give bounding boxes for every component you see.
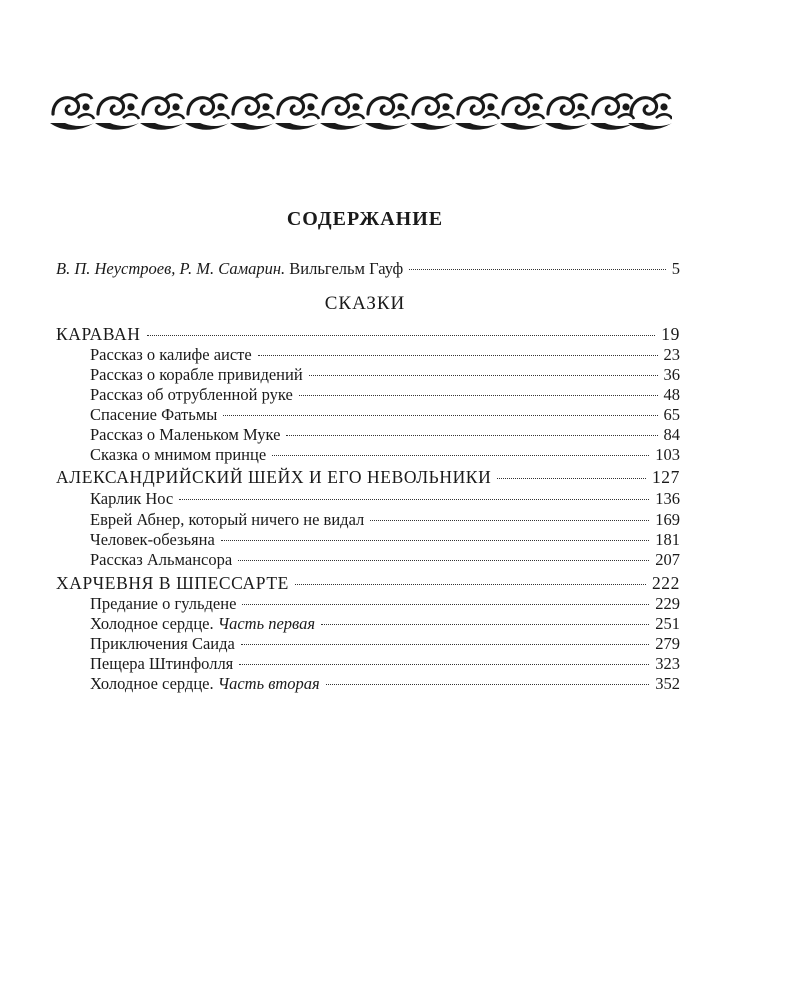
section-title: СКАЗКИ (324, 293, 406, 314)
toc-entry[interactable]: Холодное сердце. Часть вторая 352 (90, 674, 680, 693)
dot-leader (179, 499, 649, 500)
dot-leader (272, 455, 649, 456)
toc-entry[interactable]: Еврей Абнер, который ничего не видал 169 (90, 510, 680, 529)
dot-leader (299, 395, 658, 396)
toc-entry[interactable]: Спасение Фатьмы 65 (90, 405, 680, 424)
dot-leader (497, 478, 646, 479)
toc-entry-page: 5 (671, 259, 680, 278)
toc-group-title[interactable]: ХАРЧЕВНЯ В ШПЕССАРТЕ 222 (56, 573, 680, 593)
toc-entry-intro[interactable] (56, 259, 680, 279)
dot-leader (409, 269, 666, 270)
toc-group-title[interactable]: АЛЕКСАНДРИЙСКИЙ ШЕЙХ И ЕГО НЕВОЛЬНИКИ 127 (56, 467, 680, 487)
toc-entry[interactable]: Рассказ об отрубленной руке 48 (90, 385, 680, 404)
toc-entry[interactable]: Предание о гульдене 229 (90, 594, 680, 613)
dot-leader (223, 415, 657, 416)
toc-entry-title-text: Вильгельм Гауф (285, 259, 404, 278)
dot-leader (238, 560, 649, 561)
toc-entry[interactable]: Рассказ Альмансора 207 (90, 550, 680, 569)
dot-leader (241, 644, 649, 645)
toc-entry[interactable]: Рассказ о калифе аисте 23 (90, 345, 680, 364)
toc-entry[interactable]: Рассказ о корабле привидений 36 (90, 365, 680, 384)
toc-group-title[interactable]: КАРАВАН 19 (56, 324, 680, 344)
toc-entry[interactable]: Человек-обезьяна 181 (90, 530, 680, 549)
dot-leader (258, 355, 658, 356)
page-title: СОДЕРЖАНИЕ (286, 208, 444, 230)
toc-entry[interactable]: Холодное сердце. Часть первая 251 (90, 614, 680, 633)
dot-leader (295, 584, 646, 585)
dot-leader (239, 664, 649, 665)
toc-entry[interactable]: Пещера Штинфолля 323 (90, 654, 680, 673)
toc-entry-title (56, 259, 403, 279)
dot-leader (326, 684, 650, 685)
ornament-border (50, 90, 672, 132)
dot-leader (147, 335, 656, 336)
dot-leader (221, 540, 649, 541)
toc-entry-authors: В. П. Неустроев, Р. М. Самарин. (56, 259, 286, 278)
toc-entry[interactable]: Приключения Саида 279 (90, 634, 680, 653)
toc-entry[interactable]: Сказка о мнимом принце 103 (90, 445, 680, 464)
toc-entry[interactable]: Карлик Нос 136 (90, 489, 680, 508)
dot-leader (309, 375, 658, 376)
dot-leader (286, 435, 657, 436)
dot-leader (370, 520, 649, 521)
dot-leader (242, 604, 649, 605)
dot-leader (321, 624, 649, 625)
toc-entry[interactable]: Рассказ о Маленьком Муке 84 (90, 425, 680, 444)
